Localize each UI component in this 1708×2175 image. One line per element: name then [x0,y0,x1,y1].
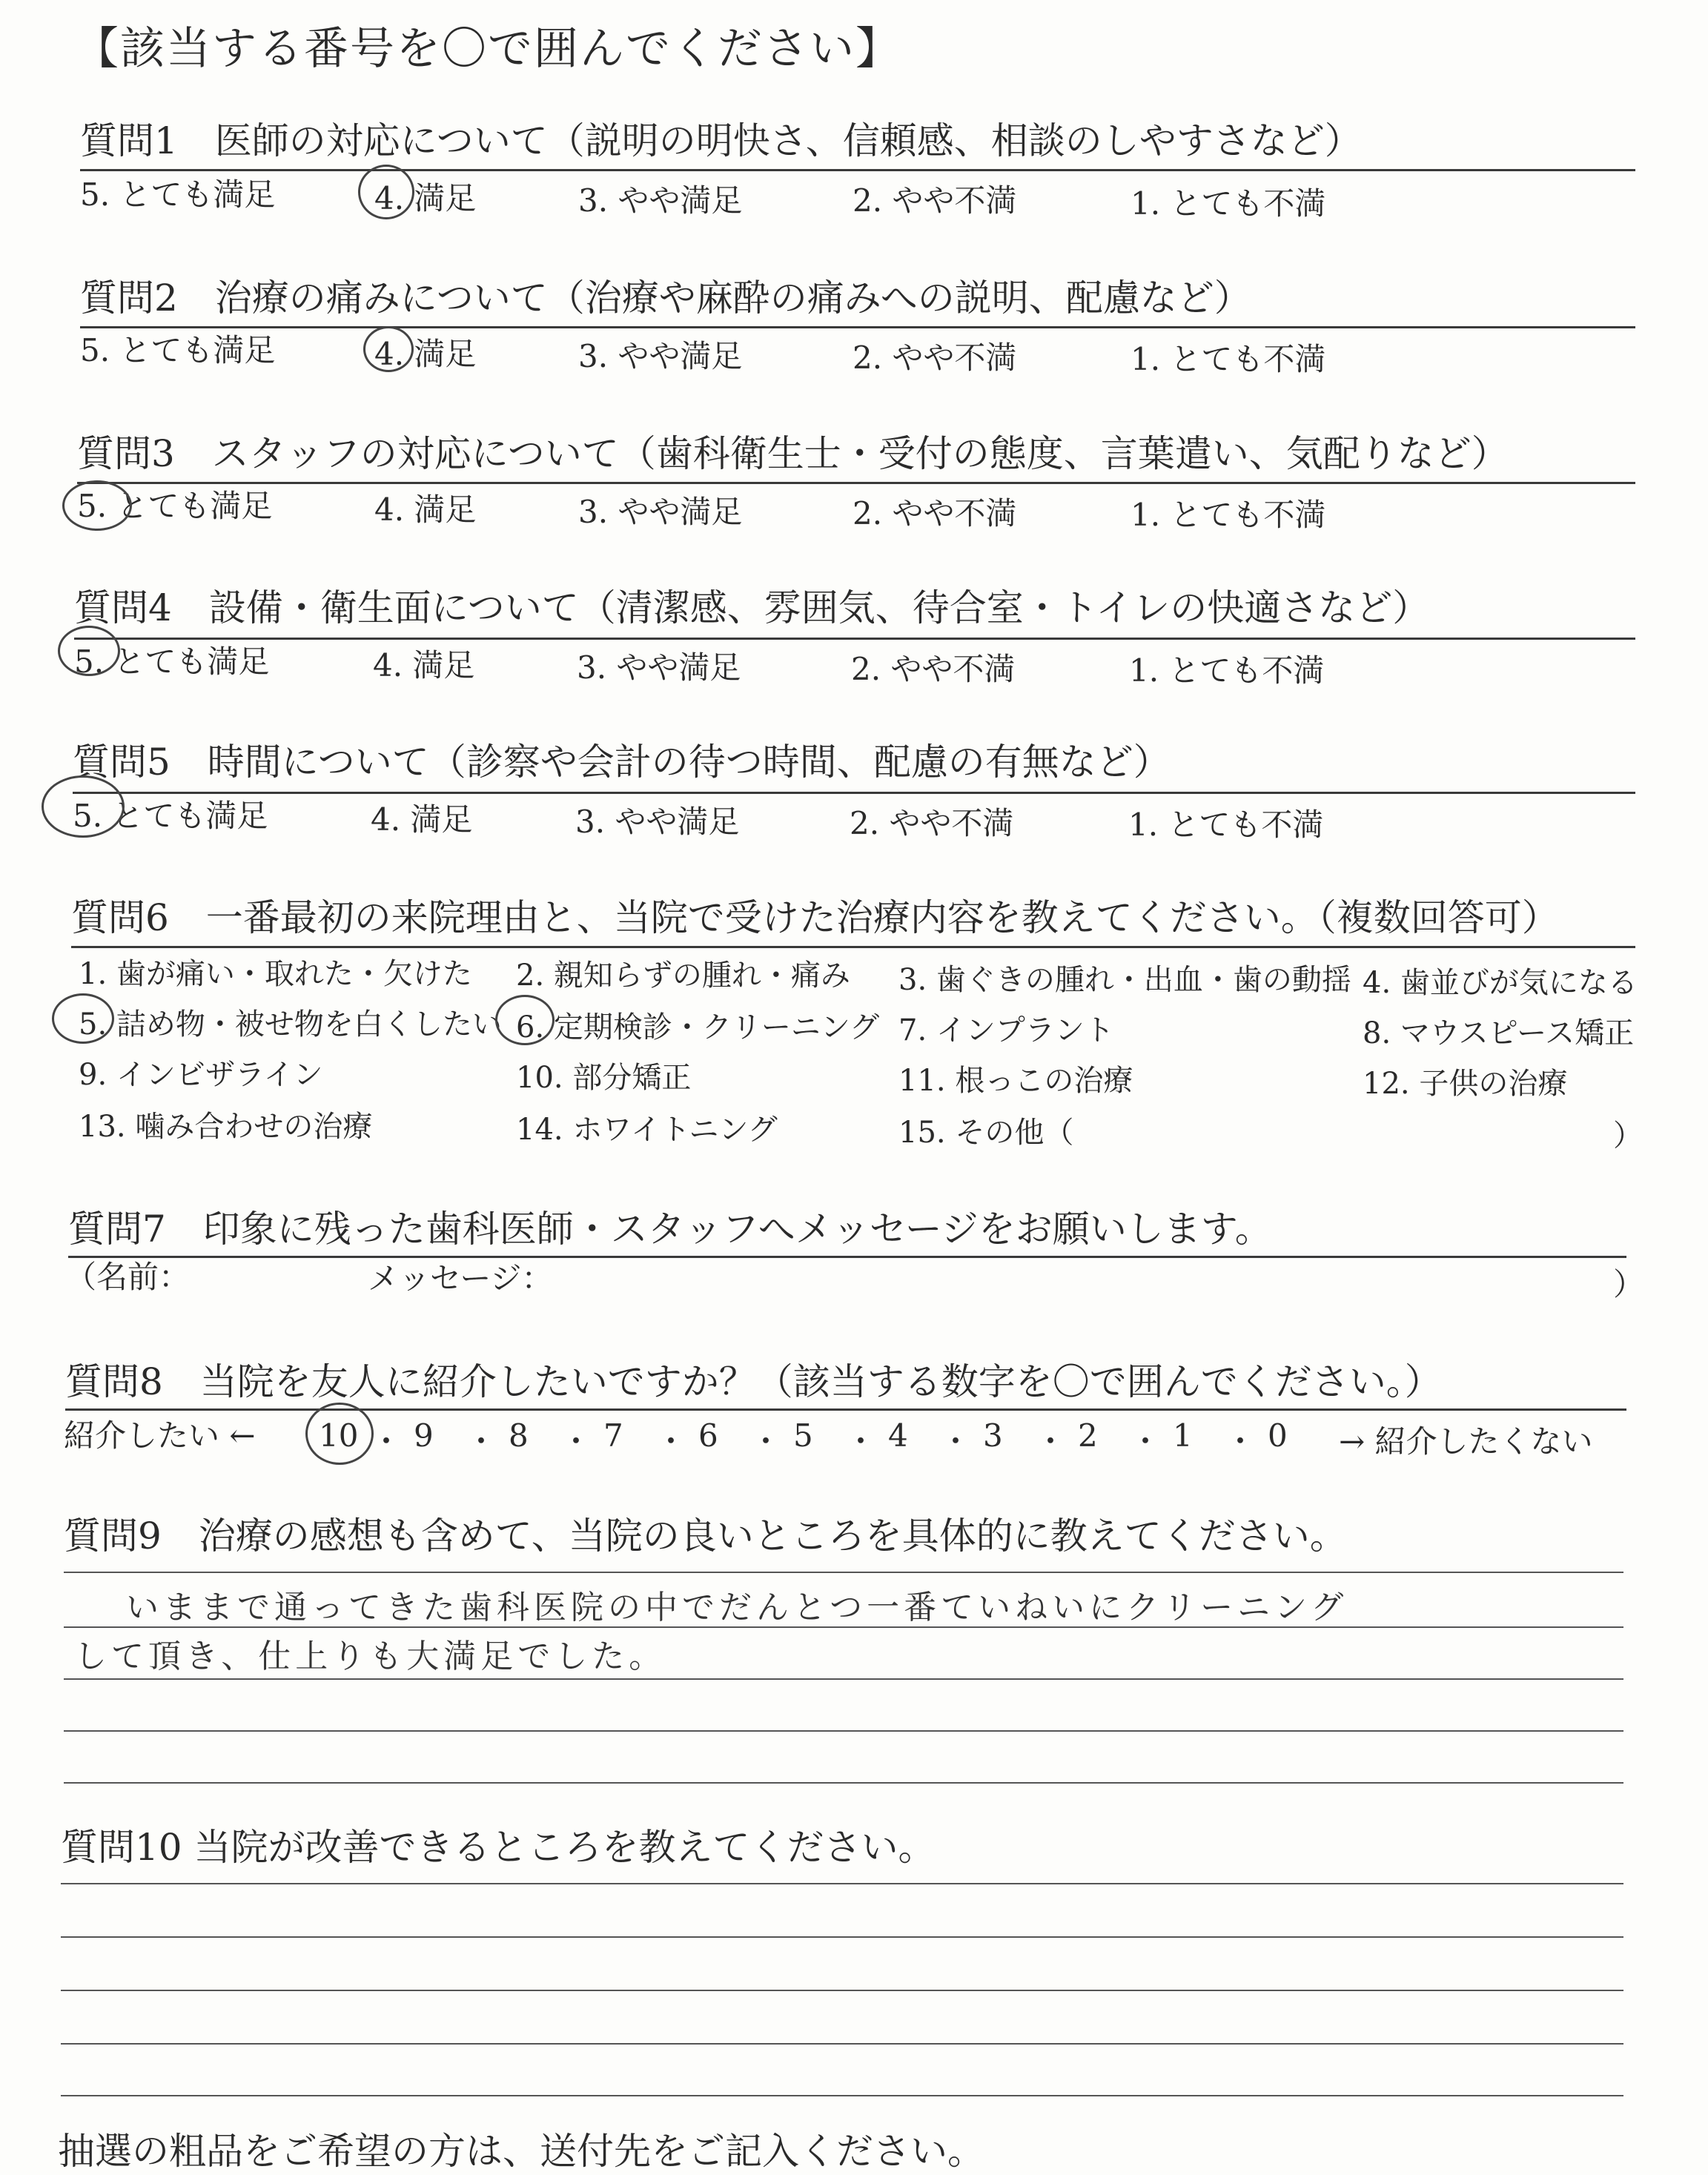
q8-scale-6[interactable]: 6 [698,1417,718,1454]
q9-line-3 [64,1678,1623,1680]
question-1-rule [80,169,1635,171]
q3-option-4[interactable]: 4. 満足 [374,491,477,528]
q4-option-1[interactable]: 1. とても不満 [1129,652,1325,689]
q8-scale-4[interactable]: 4 [888,1417,908,1454]
q3-option-1[interactable]: 1. とても不満 [1131,497,1326,533]
q8-scale-separator: ・ [1130,1423,1162,1460]
question-3-rule [77,482,1635,484]
page-title: 【該当する番号を〇で囲んでください】 [74,23,901,75]
q8-scale-3[interactable]: 3 [983,1417,1003,1454]
q6-selection-circle-5 [52,993,114,1044]
question-4-title: 質問4 設備・衛生面について（清潔感、雰囲気、待合室・トイレの快適さなど） [74,586,1430,629]
q8-right-label: → 紹介したくない [1339,1423,1593,1460]
q4-option-4[interactable]: 4. 満足 [373,647,475,683]
question-8-title: 質問8 当院を友人に紹介したいですか？（該当する数字を〇で囲んでください。） [65,1360,1442,1403]
q2-option-3[interactable]: 3. やや満足 [578,338,743,374]
q2-option-2[interactable]: 2. やや不満 [853,340,1017,376]
question-6-rule [71,946,1635,948]
q6-option-12[interactable]: 12. 子供の治療 [1363,1067,1568,1101]
q1-option-1[interactable]: 1. とても不満 [1131,185,1326,222]
q8-scale-separator: ・ [1035,1423,1067,1460]
q1-option-4[interactable]: 4. 満足 [374,180,477,216]
q9-handwritten-answer-line-2: して頂き、仕上りも大満足でした。 [74,1638,666,1675]
q2-option-1[interactable]: 1. とても不満 [1131,341,1326,377]
q6-option-14[interactable]: 14. ホワイトニング [516,1113,778,1147]
question-10-title: 質問10 当院が改善できるところを教えてください。 [61,1826,936,1869]
question-2-rule [80,326,1635,328]
q9-line-4 [64,1730,1623,1732]
q8-scale-separator: ・ [466,1423,497,1460]
q2-option-5[interactable]: 5. とても満足 [80,332,276,368]
q9-handwritten-answer-line-1: いままで通ってきた歯科医院の中でだんとつ一番ていねいにクリーニング [126,1589,1348,1626]
q4-option-5[interactable]: 5. とても満足 [74,643,270,680]
q6-option-3[interactable]: 3. 歯ぐきの腫れ・出血・歯の動揺 [898,963,1351,997]
question-4-rule [74,638,1635,640]
q2-option-4[interactable]: 4. 満足 [374,336,477,372]
q10-line-4 [61,2043,1623,2045]
q8-scale-separator: ・ [560,1423,592,1460]
q8-left-label: 紹介したい ← [64,1417,256,1454]
q8-scale-1[interactable]: 1 [1173,1417,1193,1454]
q6-option-9[interactable]: 9. インビザライン [79,1058,323,1092]
question-1-title: 質問1 医師の対応について（説明の明快さ、信頼感、相談のしやすさなど） [80,119,1362,162]
q2-selection-circle [363,326,414,372]
q1-option-3[interactable]: 3. やや満足 [578,182,743,219]
q3-option-5[interactable]: 5. とても満足 [77,488,273,524]
q1-selection-circle [358,165,414,219]
q6-option-4[interactable]: 4. 歯並びが気になる [1363,966,1638,1000]
q6-option-11[interactable]: 11. 根っこの治療 [898,1064,1133,1098]
q8-scale-separator: ・ [371,1423,403,1460]
q6-option-8[interactable]: 8. マウスピース矯正 [1363,1016,1635,1050]
q9-line-5 [64,1782,1623,1784]
q8-scale-9[interactable]: 9 [414,1417,434,1454]
q8-scale-separator: ・ [750,1423,782,1460]
q5-option-1[interactable]: 1. とても不満 [1128,807,1324,843]
q8-scale-5[interactable]: 5 [793,1417,813,1454]
q8-scale-2[interactable]: 2 [1078,1417,1098,1454]
q8-scale-0[interactable]: 0 [1268,1417,1288,1454]
q10-line-3 [61,1990,1623,1991]
q3-option-2[interactable]: 2. やや不満 [853,495,1017,532]
q6-option-15[interactable]: 15. その他（ [898,1116,1074,1150]
q6-other-close-paren: ） [1613,1119,1643,1153]
q8-scale-separator: ・ [845,1423,877,1460]
q8-scale-7[interactable]: 7 [603,1417,623,1454]
q6-option-2[interactable]: 2. 親知らずの腫れ・痛み [516,959,850,993]
q5-selection-circle [42,775,125,838]
q9-line-1 [64,1572,1623,1573]
q6-option-6[interactable]: 6. 定期検診・クリーニング [516,1010,880,1045]
question-5-rule [73,792,1635,794]
question-8-rule [65,1408,1626,1411]
q6-option-5[interactable]: 5. 詰め物・被せ物を白くしたい [79,1007,502,1042]
question-7-rule [68,1256,1626,1258]
q7-close-paren: ） [1613,1266,1645,1302]
q3-selection-circle [62,480,132,531]
q8-scale-separator: ・ [1225,1423,1257,1460]
q8-scale-separator: ・ [655,1423,687,1460]
q1-option-5[interactable]: 5. とても満足 [80,176,276,213]
footer-note: 抽選の粗品をご希望の方は、送付先をご記入ください。 [58,2130,984,2173]
q6-option-7[interactable]: 7. インプラント [898,1013,1114,1047]
question-3-title: 質問3 スタッフの対応について（歯科衛生士・受付の態度、言葉遣い、気配りなど） [77,432,1509,475]
q5-option-5[interactable]: 5. とても満足 [73,798,268,834]
q3-option-3[interactable]: 3. やや満足 [578,494,743,530]
q6-selection-circle-6 [495,995,555,1045]
q4-selection-circle [58,626,120,676]
q8-scale-separator: ・ [940,1423,972,1460]
q10-line-5 [61,2095,1623,2096]
q6-option-13[interactable]: 13. 噛み合わせの治療 [79,1110,373,1144]
question-5-title: 質問5 時間について（診察や会計の待つ時間、配慮の有無など） [73,741,1171,784]
q4-option-3[interactable]: 3. やや満足 [577,649,741,686]
q4-option-2[interactable]: 2. やや不満 [851,651,1016,687]
question-2-title: 質問2 治療の痛みについて（治療や麻酔の痛みへの説明、配慮など） [80,277,1251,320]
q7-message-label[interactable]: メッセージ： [368,1260,553,1297]
q8-scale-10[interactable]: 10 [319,1417,359,1454]
question-6-title: 質問6 一番最初の来院理由と、当院で受けた治療内容を教えてください。（複数回答可） [71,896,1559,939]
q5-option-2[interactable]: 2. やや不満 [850,805,1014,841]
q10-line-1 [61,1883,1623,1884]
q10-line-2 [61,1936,1623,1938]
q6-option-10[interactable]: 10. 部分矯正 [516,1061,692,1095]
q5-option-4[interactable]: 4. 満足 [371,801,473,838]
q6-option-1[interactable]: 1. 歯が痛い・取れた・欠けた [79,957,472,991]
q8-scale-8[interactable]: 8 [509,1417,529,1454]
q8-selection-circle [305,1403,374,1465]
q1-option-2[interactable]: 2. やや不満 [853,182,1017,219]
question-7-title: 質問7 印象に残った歯科医師・スタッフへメッセージをお願いします。 [68,1208,1272,1251]
q5-option-3[interactable]: 3. やや満足 [575,804,740,840]
q7-name-label[interactable]: （名前： [65,1259,191,1295]
question-9-title: 質問9 治療の感想も含めて、当院の良いところを具体的に教えてください。 [64,1514,1347,1557]
